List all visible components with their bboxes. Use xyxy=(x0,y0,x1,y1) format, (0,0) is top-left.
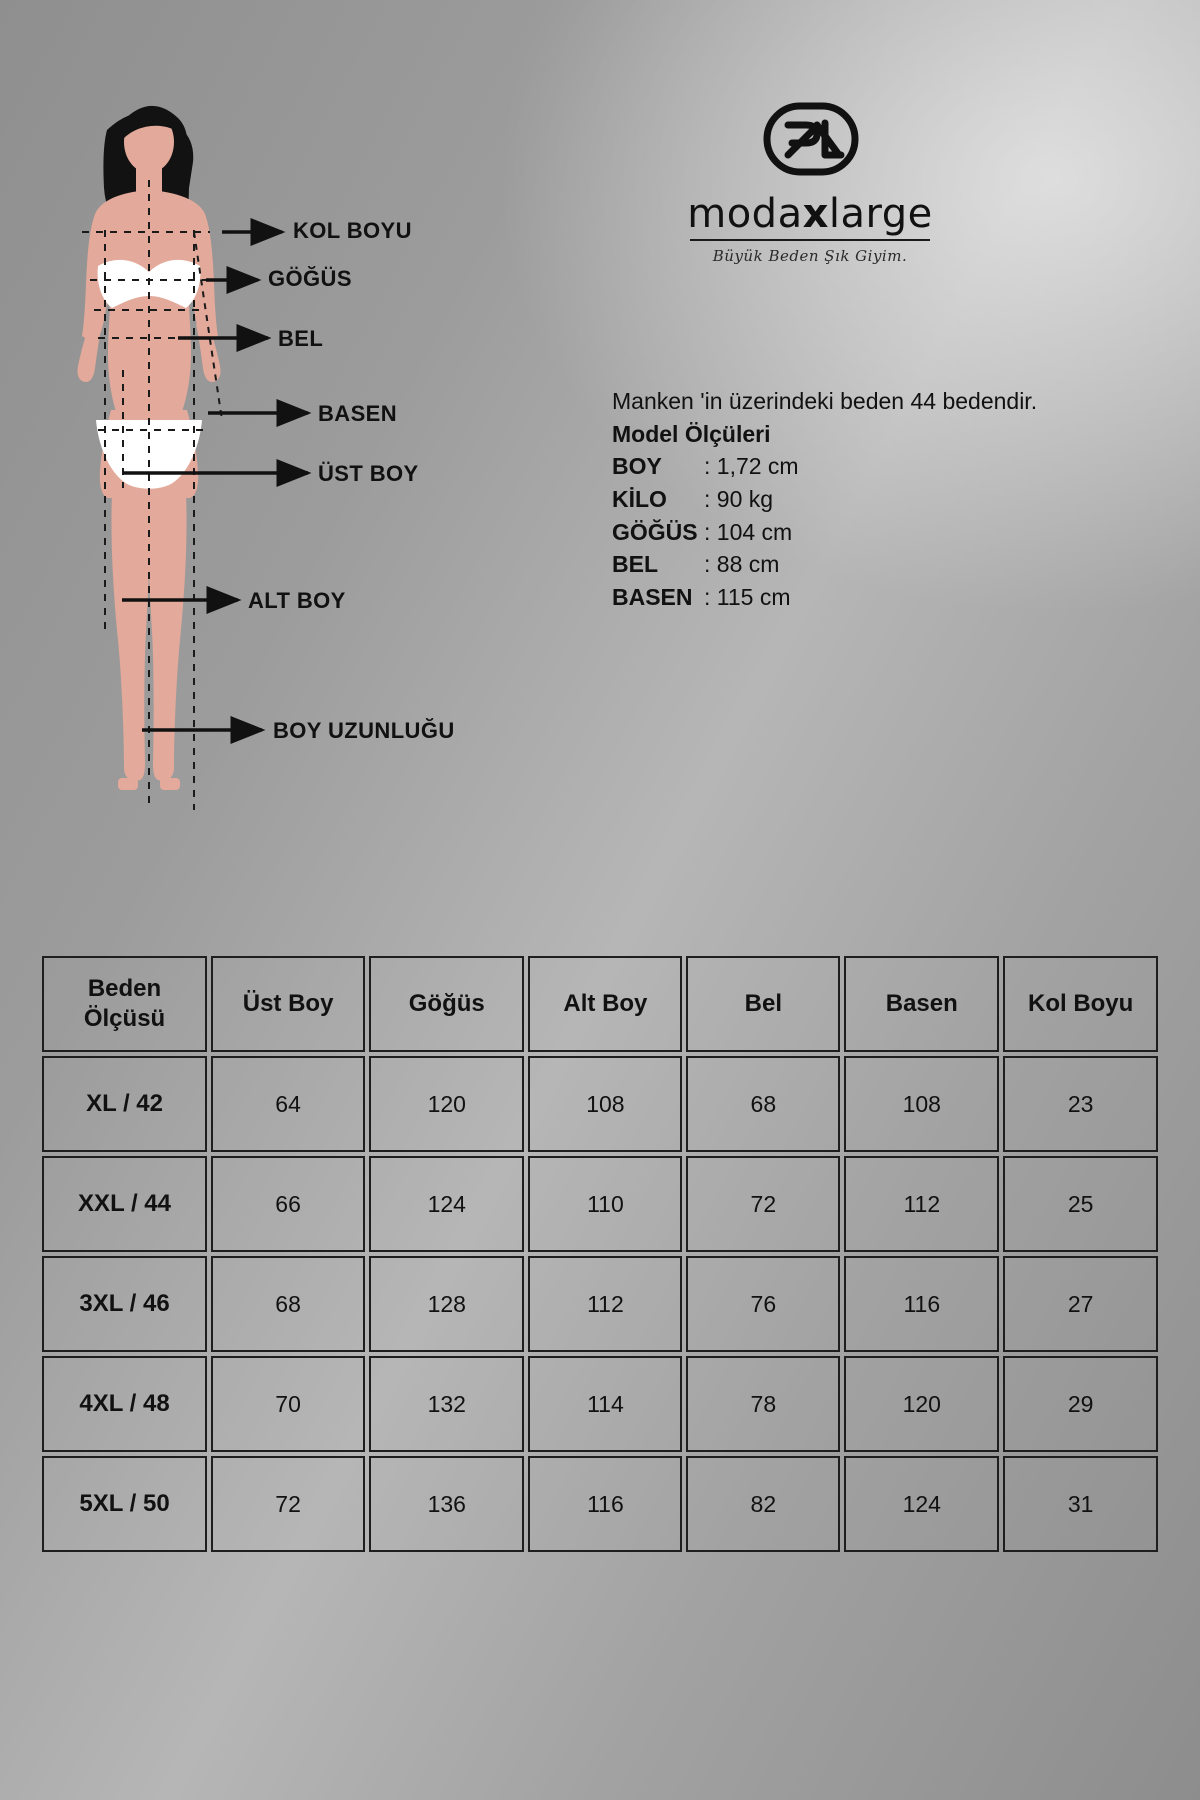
table-cell-kol-boyu: 31 xyxy=(1003,1456,1158,1552)
table-cell-size: 4XL / 48 xyxy=(42,1356,207,1452)
table-cell-alt-boy: 112 xyxy=(528,1256,682,1352)
female-body-diagram xyxy=(10,70,530,930)
model-intro-text: Manken 'in üzerindeki beden 44 bedendir. xyxy=(612,388,1038,414)
measurement-figure-area xyxy=(10,70,530,930)
table-row xyxy=(42,1056,1158,1152)
table-cell-ust-boy: 66 xyxy=(211,1156,365,1252)
table-row xyxy=(42,1356,1158,1452)
model-row-bel xyxy=(612,548,1132,581)
table-header-basen: Basen xyxy=(844,956,999,1052)
diagram-label-bel: BEL xyxy=(278,326,324,351)
table-header-bel: Bel xyxy=(686,956,840,1052)
table-cell-size: 5XL / 50 xyxy=(42,1456,207,1552)
table-cell-bel: 68 xyxy=(686,1056,840,1152)
table-cell-basen: 124 xyxy=(844,1456,999,1552)
table-cell-size: XL / 42 xyxy=(42,1056,207,1152)
diagram-label-gogus: GÖĞÜS xyxy=(268,266,352,291)
table-row xyxy=(42,1456,1158,1552)
model-key-bel: BEL xyxy=(612,551,658,578)
table-cell-basen: 120 xyxy=(844,1356,999,1452)
table-cell-bel: 76 xyxy=(686,1256,840,1352)
diagram-label-basen: BASEN xyxy=(318,401,398,426)
table-cell-ust-boy: 72 xyxy=(211,1456,365,1552)
table-cell-ust-boy: 70 xyxy=(211,1356,365,1452)
table-header-row xyxy=(42,956,1158,1052)
table-cell-kol-boyu: 29 xyxy=(1003,1356,1158,1452)
table-cell-kol-boyu: 27 xyxy=(1003,1256,1158,1352)
table-cell-gogus: 136 xyxy=(369,1456,524,1552)
brand-logo-icon xyxy=(755,95,865,185)
model-value-kilo: : 90 kg xyxy=(704,485,774,512)
diagram-label-alt-boy: ALT BOY xyxy=(248,588,346,613)
diagram-label-kol-boyu: KOL BOYU xyxy=(293,218,412,243)
brand-tagline: Büyük Beden Şık Giyim. xyxy=(712,247,908,265)
table-cell-alt-boy: 110 xyxy=(528,1156,682,1252)
table-cell-gogus: 120 xyxy=(369,1056,524,1152)
table-cell-gogus: 124 xyxy=(369,1156,524,1252)
table-row xyxy=(42,1156,1158,1252)
brand-block xyxy=(600,95,1020,265)
table-row xyxy=(42,1256,1158,1352)
table-cell-kol-boyu: 23 xyxy=(1003,1056,1158,1152)
table-cell-bel: 78 xyxy=(686,1356,840,1452)
table-header-alt-boy: Alt Boy xyxy=(528,956,682,1052)
table-header-beden-olcusu xyxy=(42,956,207,1052)
brand-name-left: moda xyxy=(687,191,803,237)
model-value-boy: : 1,72 cm xyxy=(704,453,799,480)
table-cell-alt-boy: 114 xyxy=(528,1356,682,1452)
table-header-beden-line1: Beden xyxy=(87,975,162,1002)
model-value-bel: : 88 cm xyxy=(704,551,780,578)
size-table xyxy=(38,952,1162,1556)
table-header-ust-boy: Üst Boy xyxy=(211,956,365,1052)
table-cell-basen: 112 xyxy=(844,1156,999,1252)
model-key-boy: BOY xyxy=(612,453,662,480)
model-measurements-heading: Model Ölçüleri xyxy=(612,420,771,447)
size-table-wrapper xyxy=(38,952,1162,1556)
table-cell-alt-boy: 116 xyxy=(528,1456,682,1552)
table-cell-size: 3XL / 46 xyxy=(42,1256,207,1352)
table-cell-gogus: 128 xyxy=(369,1256,524,1352)
brand-name xyxy=(600,191,1020,237)
table-cell-bel: 72 xyxy=(686,1156,840,1252)
table-cell-ust-boy: 64 xyxy=(211,1056,365,1152)
model-value-gogus: : 104 cm xyxy=(704,518,793,545)
table-cell-gogus: 132 xyxy=(369,1356,524,1452)
model-row-gogus xyxy=(612,516,1132,549)
brand-divider xyxy=(690,239,930,241)
table-header-beden-line2: Ölçüsü xyxy=(83,1005,166,1032)
table-cell-alt-boy: 108 xyxy=(528,1056,682,1152)
model-row-kilo xyxy=(612,483,1132,516)
model-value-basen: : 115 cm xyxy=(704,583,791,610)
table-header-kol-boyu: Kol Boyu xyxy=(1003,956,1158,1052)
model-key-kilo: KİLO xyxy=(612,485,667,512)
model-key-basen: BASEN xyxy=(612,583,693,610)
table-cell-basen: 116 xyxy=(844,1256,999,1352)
table-cell-bel: 82 xyxy=(686,1456,840,1552)
table-cell-basen: 108 xyxy=(844,1056,999,1152)
model-row-boy xyxy=(612,450,1132,483)
table-cell-kol-boyu: 25 xyxy=(1003,1156,1158,1252)
table-cell-ust-boy: 68 xyxy=(211,1256,365,1352)
model-key-gogus: GÖĞÜS xyxy=(612,518,698,545)
brand-name-right: large xyxy=(828,191,933,237)
diagram-label-boy-uzunlugu: BOY UZUNLUĞU xyxy=(273,718,455,743)
brand-name-x: x xyxy=(802,191,829,237)
table-cell-size: XXL / 44 xyxy=(42,1156,207,1252)
table-header-gogus: Göğüs xyxy=(369,956,524,1052)
model-info-block xyxy=(612,385,1132,614)
diagram-label-ust-boy: ÜST BOY xyxy=(318,461,419,486)
model-row-basen xyxy=(612,581,1132,614)
